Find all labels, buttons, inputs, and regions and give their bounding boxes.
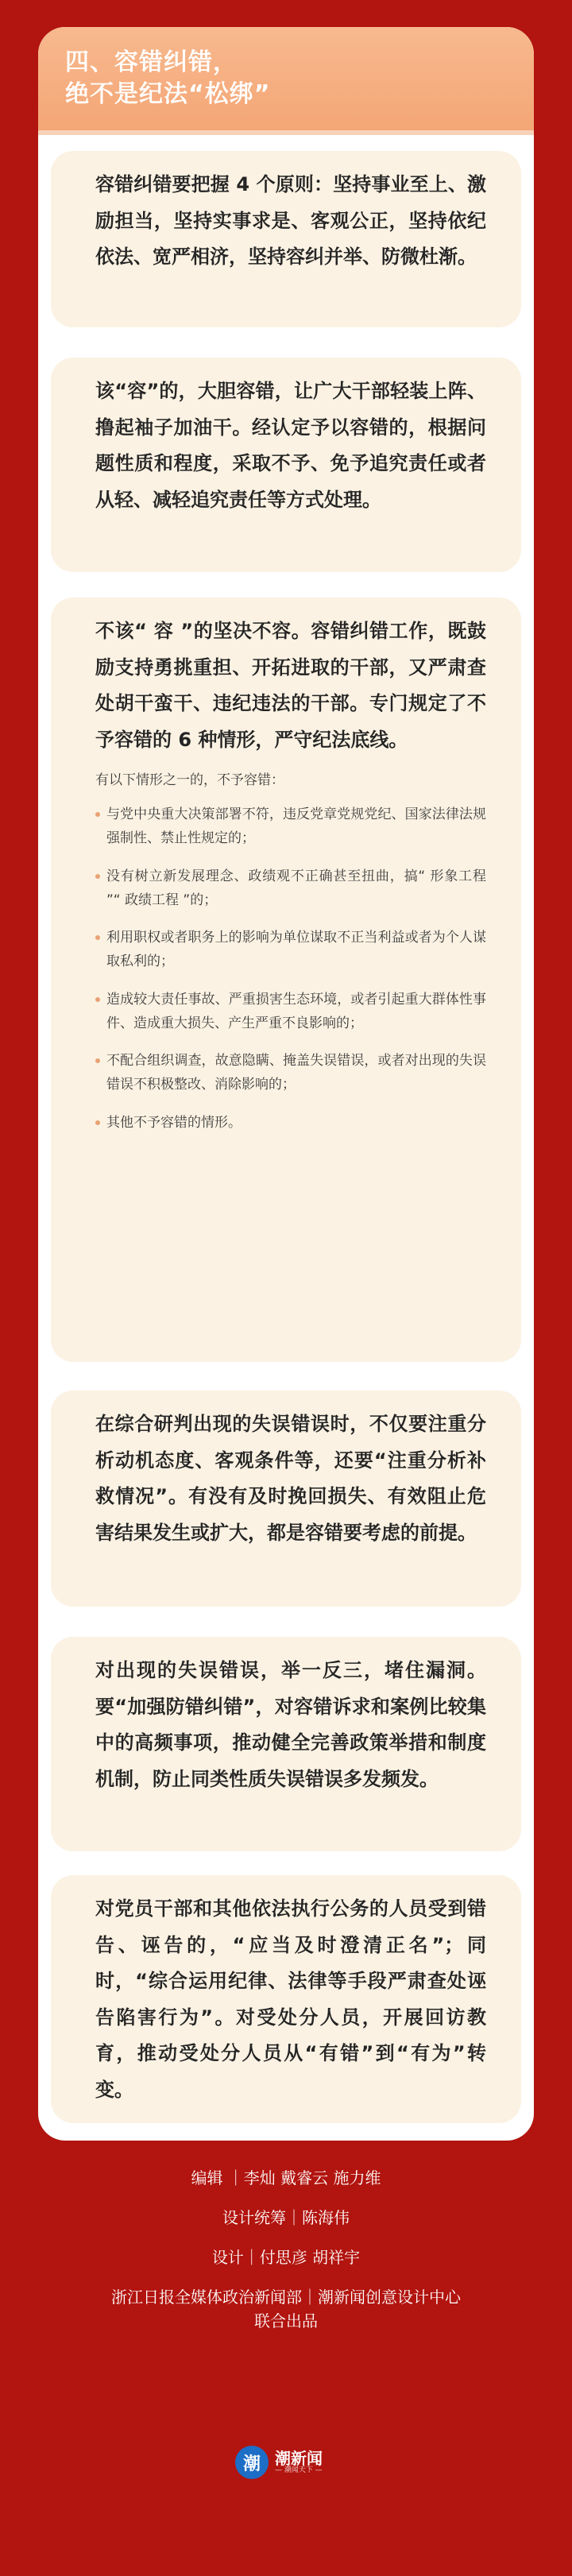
bullet-dot-icon xyxy=(95,812,100,817)
content-frame xyxy=(38,27,534,2141)
card-text: 该“容”的，大胆容错，让广大干部轻装上阵、撸起袖子加油干。经认定予以容错的，根据问题性质和程度，采取不予、免予追究责任或者从轻、减轻追究责任等方式处理。 xyxy=(95,380,486,511)
list-item xyxy=(95,988,486,1036)
list-item-text: 其他不予容错的情形。 xyxy=(106,1114,242,1131)
list-item-text: 没有树立新发展理念、政绩观不正确甚至扭曲，搞“ 形象工程 ”“ 政绩工程 ”的； xyxy=(106,868,486,908)
clarification-card xyxy=(51,1875,521,2123)
no-tolerance-card xyxy=(51,598,521,1362)
logo-name: 潮新闻 xyxy=(275,2449,323,2469)
tolerate-card xyxy=(51,358,521,572)
card-text: 容错纠错要把握 4 个原则：坚持事业至上、激励担当，坚持实事求是、客观公正，坚持依纪依法、宽严相济，坚持容纠并举、防微杜渐。 xyxy=(95,173,486,269)
list-item xyxy=(95,1050,486,1097)
section-header xyxy=(38,27,534,135)
bullet-dot-icon xyxy=(95,1058,100,1063)
list-item xyxy=(95,926,486,974)
list-item xyxy=(95,1112,486,1135)
logo-slogan: — 潮闻天下 — xyxy=(275,2466,323,2475)
card-text: 对出现的失误错误，举一反三，堵住漏洞。要“加强防错纠错”，对容错诉求和案例比较集中的高频事项，推动健全完善政策举措和制度机制，防止同类性质失误错误多发频发。 xyxy=(95,1659,486,1790)
card-text: 不该“ 容 ”的坚决不容。容错纠错工作，既鼓励支持勇挑重担、开拓进取的干部，又严肃查处胡干蛮干、违纪违法的干部。专门规定了不予容错的 6 种情形，严守纪法底线。 xyxy=(95,620,486,751)
bullet-dot-icon xyxy=(95,874,100,879)
list-item-text: 利用职权或者职务上的影响为单位谋取不正当利益或者为个人谋取私利的； xyxy=(106,930,486,970)
design-coord-credit: 设计统筹｜陈海伟 xyxy=(222,2208,350,2227)
chao-logo-icon: 潮 xyxy=(235,2446,269,2479)
logo-wordmark xyxy=(275,2450,323,2475)
principles-card xyxy=(51,151,521,327)
list-item xyxy=(95,803,486,851)
card-text: 在综合研判出现的失误错误时，不仅要注重分析动机态度、客观条件等，还要“注重分析补救情况”。有没有及时挽回损失、有效阻止危害结果发生或扩大，都是容错要考虑的前提。 xyxy=(95,1413,486,1544)
list-item-text: 与党中央重大决策部署不符，违反党章党规党纪、国家法律法规强制性、禁止性规定的； xyxy=(106,806,486,847)
credits-footer xyxy=(0,2166,572,2333)
bullet-dot-icon xyxy=(95,935,100,940)
bullet-dot-icon xyxy=(95,1120,100,1125)
bullet-dot-icon xyxy=(95,997,100,1002)
producer-credit: 浙江日报全媒体政治新闻部｜潮新闻创意设计中心 xyxy=(111,2288,461,2307)
chaoxinwen-logo xyxy=(235,2446,323,2479)
no-tolerance-list xyxy=(95,803,486,1135)
analysis-card xyxy=(51,1390,521,1607)
prevention-card xyxy=(51,1637,521,1851)
section-title: 四、容错纠错， 绝不是纪法“松绑” xyxy=(65,48,271,108)
list-item-text: 不配合组织调查，故意隐瞒、掩盖失误错误，或者对出现的失误错误不积极整改、消除影响的； xyxy=(106,1053,486,1093)
list-item-text: 造成较大责任事故、严重损害生态环境，或者引起重大群体性事件、造成重大损失、产生严重不良影响的； xyxy=(106,991,486,1031)
design-credit: 设计｜付思彦 胡祥宇 xyxy=(211,2248,361,2267)
list-item xyxy=(95,865,486,913)
card-text: 对党员干部和其他依法执行公务的人员受到错告、诬告的，“应当及时澄清正名”；同时，“综合运用纪律、法律等手段严肃查处诬告陷害行为”。对受处分人员，开展回访教育，推动受处分人员从“有错”到“有为”转变。 xyxy=(95,1897,486,2101)
producer-credit-suffix: 联合出品 xyxy=(254,2311,318,2330)
list-intro: 有以下情形之一的，不予容错： xyxy=(95,772,284,789)
editors-credit: 编辑 ｜李灿 戴睿云 施力维 xyxy=(191,2168,381,2187)
